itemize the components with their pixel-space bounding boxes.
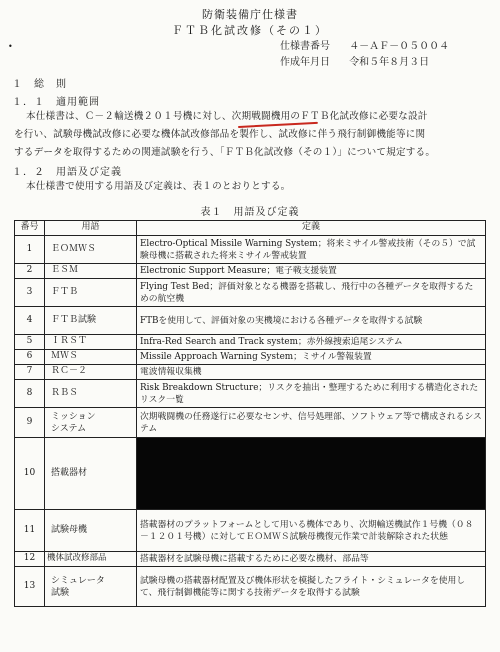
scope-paragraph — [14, 108, 484, 162]
terms-intro — [14, 180, 484, 194]
row-definition: Infra-Red Search and Track system；赤外線捜索追尾システム — [137, 335, 486, 350]
table-caption: 表１ 用語及び定義 — [200, 207, 300, 218]
row-term: 機体試改修部品 — [45, 552, 137, 567]
row-number: 12 — [15, 552, 45, 567]
terms-table — [14, 220, 486, 607]
terms-intro-text: 本仕様書で使用する用語及び定義は、表１のとおりとする。 — [26, 181, 291, 192]
row-definition: 試験母機の搭載器材配置及び機体形状を模擬したフライト・シミュレータを使用して、飛行制御機能等に関する技術データを取得する試験 — [137, 567, 486, 607]
scope-line-3: するデータを取得するための関連試験を行う、「ＦＴＢ化試改修（その１）」について規定する。 — [14, 147, 436, 158]
row-definition: FTBを使用して、評価対象の実機境における各種データを取得する試験 — [137, 307, 486, 335]
row-number: 5 — [15, 335, 45, 350]
document-title: ＦＴＢ化試改修（その１） — [172, 24, 328, 37]
row-number: 2 — [15, 264, 45, 279]
table-row — [15, 380, 486, 408]
table-row — [15, 279, 486, 307]
margin-mark: • — [8, 42, 13, 51]
row-term: シミュレータ 試験 — [45, 567, 137, 607]
table-row — [15, 408, 486, 438]
row-definition: Risk Breakdown Structure；リスクを抽出・整理するために利用する構造化されたリスク一覧 — [137, 380, 486, 408]
row-definition: 電波情報収集機 — [137, 365, 486, 380]
table-row — [15, 438, 486, 510]
section-1-heading: １ 総 則 — [12, 79, 67, 90]
header-definition: 定義 — [137, 221, 486, 236]
row-term: 試験母機 — [45, 510, 137, 552]
date-label: 作成年月日 — [280, 57, 330, 68]
row-number: 13 — [15, 567, 45, 607]
row-definition: 搭載器材のプラットフォームとして用いる機体であり、次期輸送機試作１号機（０８－１２０１号機）に対してＥＯＭＷＳ試験母機復元作業で計装解除された状態 — [137, 510, 486, 552]
table-row — [15, 365, 486, 380]
table-header-row — [15, 221, 486, 236]
header-term: 用語 — [45, 221, 137, 236]
redacted-definition — [137, 438, 486, 510]
row-term: ＥＯＭＷＳ — [45, 236, 137, 264]
table-row — [15, 567, 486, 607]
row-definition: Electronic Support Measure；電子戦支援装置 — [137, 264, 486, 279]
scope-line-2: を行い、試験母機試改修に必要な機体試改修部品を製作し、試改修に伴う飛行制御機能等に関 — [14, 129, 426, 140]
row-term: ＦＴＢ試験 — [45, 307, 137, 335]
row-term: ＲＢＳ — [45, 380, 137, 408]
row-number: 4 — [15, 307, 45, 335]
row-term: ＩＲＳＴ — [45, 335, 137, 350]
table-row — [15, 335, 486, 350]
date-value: 令和５年８月３日 — [349, 57, 430, 68]
document-org: 防衛装備庁仕様書 — [202, 8, 298, 21]
row-definition: Missile Approach Warning System；ミサイル警報装置 — [137, 350, 486, 365]
row-definition: Flying Test Bed；評価対象となる機器を搭載し、飛行中の各種データを取得するための航空機 — [137, 279, 486, 307]
table-row — [15, 236, 486, 264]
row-definition: 次期戦闘機の任務遂行に必要なセンサ、信号処理部、ソフトウェア等で構成されるシステム — [137, 408, 486, 438]
row-number: 1 — [15, 236, 45, 264]
row-number: 7 — [15, 365, 45, 380]
row-number: 6 — [15, 350, 45, 365]
row-number: 3 — [15, 279, 45, 307]
table-row — [15, 264, 486, 279]
row-definition: 搭載器材を試験母機に搭載するために必要な機材、部品等 — [137, 552, 486, 567]
row-number: 11 — [15, 510, 45, 552]
row-number: 8 — [15, 380, 45, 408]
scope-line-1: 本仕様書は、Ｃ－２輸送機２０１号機に対し、次期戦闘機用のＦＴＢ化試改修に必要な設計 — [26, 111, 428, 122]
spec-number-label: 仕様書番号 — [280, 41, 330, 52]
section-1-1-heading: １．１ 適用範囲 — [12, 97, 100, 108]
table-row — [15, 510, 486, 552]
spec-number: ４－ＡＦ－０５００４ — [349, 41, 450, 52]
row-definition: Electro-Optical Missile Warning System；将来ミサイル警戒技術（その５）で試験母機に搭載された将来ミサイル警戒装置 — [137, 236, 486, 264]
row-number: 10 — [15, 438, 45, 510]
date-row — [280, 56, 480, 69]
header-number: 番号 — [15, 221, 45, 236]
spec-number-row — [280, 40, 480, 53]
row-number: 9 — [15, 408, 45, 438]
table-row — [15, 552, 486, 567]
table-row — [15, 350, 486, 365]
row-term: ＲＣ－２ — [45, 365, 137, 380]
row-term: ＥＳＭ — [45, 264, 137, 279]
row-term: ミッション システム — [45, 408, 137, 438]
row-term: ＦＴＢ — [45, 279, 137, 307]
row-term: 搭載器材 — [45, 438, 137, 510]
table-row — [15, 307, 486, 335]
row-term: ＭＷＳ — [45, 350, 137, 365]
section-1-2-heading: １．２ 用語及び定義 — [12, 167, 122, 178]
